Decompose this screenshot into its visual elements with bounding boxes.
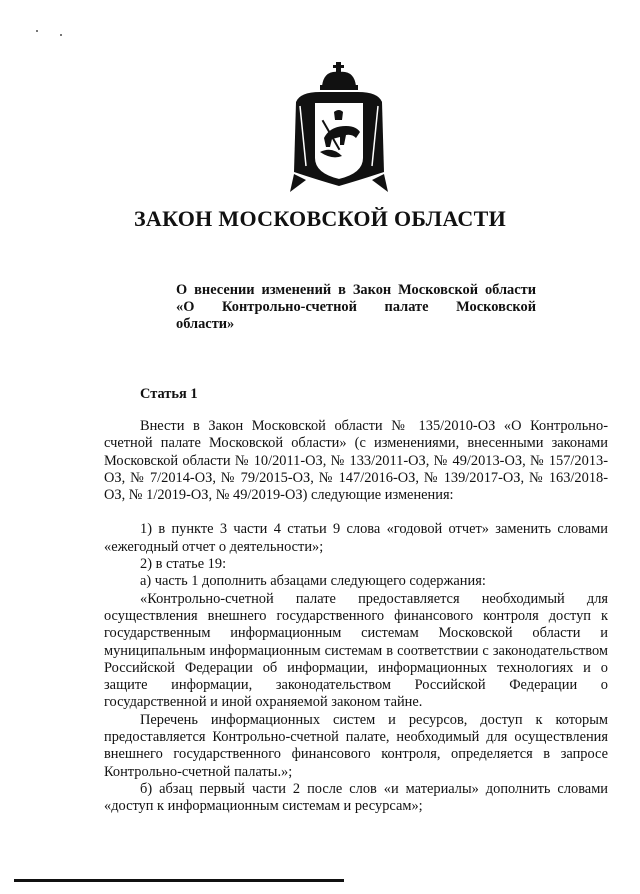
coat-of-arms-icon: [290, 62, 388, 194]
item-1-paragraph: 1) в пункте 3 части 4 статьи 9 слова «годовой отчет» заменить словами «ежегодный отчет о деятельности»;: [104, 521, 608, 555]
quote-paragraph-1: «Контрольно-счетной палате предоставляется необходимый для осуществления внешнего государственного финансового контроля доступ к государственным информационным системам Московской области и муниципальным информационным системам в соответствии с законодательством Российской Федерации об информации, информационных технологиях и о защите информации, законодательством Российской Федерации о государственной и иной охраняемой законом тайне.: [104, 590, 608, 711]
scan-edge-line: [14, 879, 344, 882]
subject-line-1: О внесении изменений в Закон Московской области: [176, 282, 536, 298]
law-subject: [176, 282, 536, 333]
scan-speck: [36, 30, 38, 32]
intro-paragraph: Внести в Закон Московской области № 135/2010-ОЗ «О Контрольно-счетной палате Московской области» (с изменениями, внесенными законами Московской области № 10/2011-ОЗ, № 133/2011-ОЗ, № 49/2013-ОЗ, № 157/2013-ОЗ, № 7/2014-ОЗ, № 79/2015-ОЗ, № 147/2016-ОЗ, № 139/2017-ОЗ, № 163/2018-ОЗ, № 1/2019-ОЗ, № 49/2019-ОЗ) следующие изменения:: [104, 418, 608, 504]
article-heading: Статья 1: [140, 386, 198, 402]
scan-speck: [60, 34, 62, 36]
document-body: [104, 418, 608, 816]
quote-paragraph-2: Перечень информационных систем и ресурсов, доступ к которым предоставляется Контрольно-счетной палате, необходимый для осуществления внешнего государственного финансового контроля, определяется в запросе Контрольно-счетной палаты.»;: [104, 711, 608, 780]
item-2b-paragraph: б) абзац первый части 2 после слов «и материалы» дополнить словами «доступ к информационным системам и ресурсам»;: [104, 780, 608, 815]
item-2-paragraph: 2) в статье 19:: [140, 556, 227, 573]
subject-line-2: «О Контрольно-счетной палате Московской: [176, 299, 536, 315]
subject-line-3: области»: [176, 316, 235, 332]
item-2a-paragraph: а) часть 1 дополнить абзацами следующего содержания:: [140, 573, 486, 590]
document-title: ЗАКОН МОСКОВСКОЙ ОБЛАСТИ: [133, 206, 507, 231]
